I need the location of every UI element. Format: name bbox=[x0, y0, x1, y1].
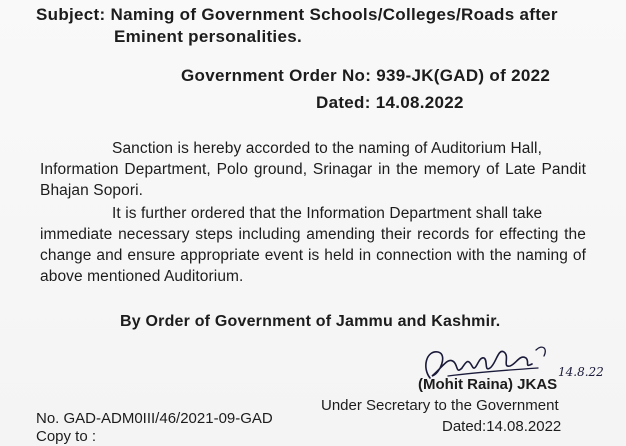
subject-label: Subject: bbox=[36, 5, 106, 24]
subject-block bbox=[36, 4, 616, 48]
paragraph-1-first-line: Sanction is hereby accorded to the naming of Auditorium Hall, bbox=[112, 140, 543, 157]
paragraph-2-rest: immediate necessary steps including amending their records for effecting the change and ensure appropriate event is held in connection with the naming of above mentioned Auditorium. bbox=[40, 226, 586, 285]
paragraph-2-first-line: It is further ordered that the Information Department shall take bbox=[112, 205, 543, 222]
order-number: Government Order No: 939-JK(GAD) of 2022 bbox=[181, 66, 551, 85]
handwritten-date: 14.8.22 bbox=[558, 365, 604, 379]
signer-date: Dated:14.08.2022 bbox=[442, 418, 562, 435]
paragraph-further-ordered bbox=[40, 203, 586, 287]
authority-line: By Order of Government of Jammu and Kashmir. bbox=[120, 313, 501, 330]
reference-number: No. GAD-ADM0III/46/2021-09-GAD bbox=[36, 410, 273, 427]
order-date: Dated: 14.08.2022 bbox=[316, 93, 464, 112]
signer-designation: Under Secretary to the Government bbox=[321, 397, 559, 414]
paragraph-sanction bbox=[40, 138, 586, 201]
signer-name: (Mohit Raina) JKAS bbox=[418, 376, 558, 393]
paragraph-1-rest: Information Department, Polo ground, Srinagar in the memory of Late Pandit Bhajan Sopori. bbox=[40, 161, 586, 199]
subject-line-1: Naming of Government Schools/Colleges/Roads after bbox=[110, 5, 558, 24]
copy-to-label: Copy to : bbox=[36, 428, 97, 445]
subject-line-2: Eminent personalities. bbox=[114, 27, 302, 46]
